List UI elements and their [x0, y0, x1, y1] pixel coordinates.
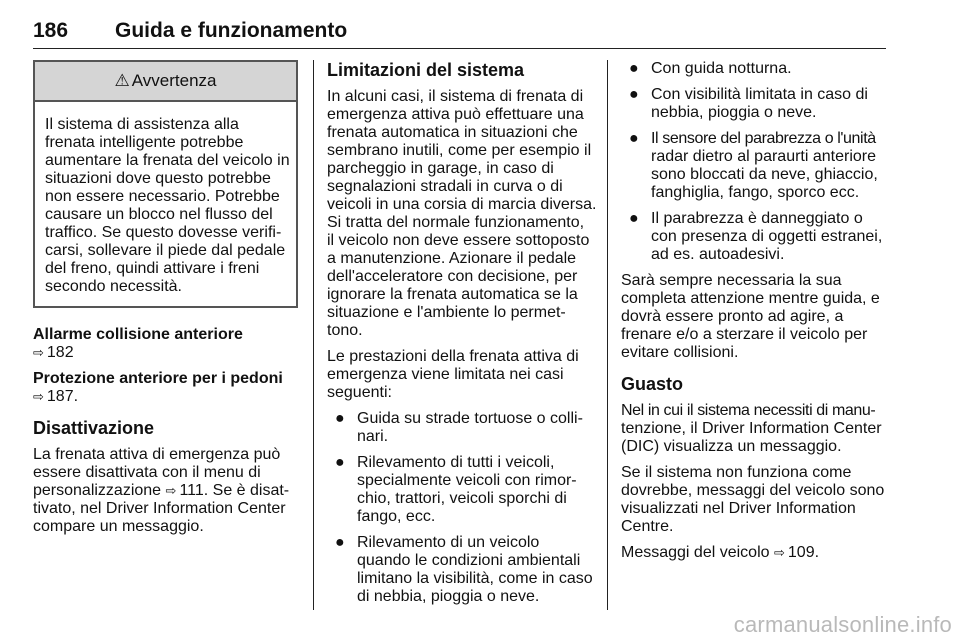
bullet-item [327, 534, 595, 606]
section-title: Guida e funzionamento [115, 19, 348, 42]
warning-line: aumentare la frenata del veicolo in [45, 152, 290, 169]
text-line: fanghiglia, fango, sporco ecc. [651, 184, 860, 201]
paragraph [327, 348, 595, 402]
warning-line: secondo necessità. [45, 278, 182, 295]
text-line [33, 482, 298, 500]
column-divider [313, 60, 314, 610]
site-watermark: carmanualsonline.info [733, 612, 952, 637]
text-line: Il sensore del parabrezza o l'unità [651, 130, 876, 147]
cross-ref-page: 187. [46, 388, 79, 405]
column-2 [327, 60, 595, 614]
text-line: (DIC) visualizza un messaggio. [621, 438, 842, 455]
text-line: Nel in cui il sistema necessiti di manu- [621, 402, 876, 419]
page-ref-arrow-icon: ⇨ [165, 483, 177, 498]
bullet-icon: ● [629, 210, 639, 227]
bullet-icon: ● [629, 60, 639, 77]
page-header [33, 18, 886, 49]
bullet-icon: ● [335, 454, 345, 471]
warning-line: situazioni dove questo potrebbe [45, 170, 271, 187]
warning-triangle-icon: ⚠ [114, 71, 130, 90]
bullet-item [621, 86, 887, 122]
column-3 [621, 60, 887, 562]
column-1 [33, 60, 298, 536]
text-line: tono. [327, 322, 363, 339]
text-line: Con visibilità limitata in caso di [651, 86, 868, 103]
bullet-item [621, 210, 887, 264]
warning-line: non essere necessario. Potrebbe [45, 188, 280, 205]
text-line: La frenata attiva di emergenza può [33, 446, 281, 463]
bullet-icon: ● [335, 534, 345, 551]
page-number: 186 [33, 19, 69, 42]
text-line: nari. [357, 428, 389, 445]
cross-ref[interactable] [33, 388, 298, 406]
text-fragment: personalizzazione [33, 482, 162, 499]
text-line: specialmente veicoli con rimor- [357, 472, 577, 489]
paragraph [621, 464, 887, 536]
paragraph [621, 402, 887, 456]
text-line: nebbia, pioggia o neve. [651, 104, 817, 121]
text-line: Le prestazioni della frenata attiva di [327, 348, 579, 365]
text-line: essere disattivata con il menu di [33, 464, 261, 481]
cross-ref-page: 109. [787, 544, 820, 561]
warning-box [33, 60, 298, 308]
text-line: frenata automatica in situazioni che [327, 124, 578, 141]
text-line: sono bloccati da neve, ghiaccio, [651, 166, 878, 183]
text-line: a manutenzione. Azionare il pedale [327, 250, 577, 267]
cross-ref[interactable] [621, 544, 887, 562]
text-line: Guida su strade tortuose o colli- [357, 410, 583, 427]
warning-line: traffico. Se questo dovesse verifi- [45, 224, 282, 241]
column-divider [607, 60, 608, 610]
warning-line: Il sistema di assistenza alla [45, 116, 239, 133]
text-line: il veicolo non deve essere sottoposto [327, 232, 590, 249]
text-line: Con guida notturna. [651, 60, 792, 77]
text-line: parcheggio in garage, in caso di [327, 160, 554, 177]
cross-ref[interactable] [33, 344, 298, 362]
text-line: Rilevamento di un veicolo [357, 534, 540, 551]
warning-header [35, 62, 296, 102]
warning-body [35, 102, 296, 306]
text-line: emergenza viene limitata nei casi [327, 366, 564, 383]
page-ref-arrow-icon: ⇨ [33, 345, 44, 360]
text-line: compare un messaggio. [33, 518, 204, 535]
text-line: tivato, nel Driver Information Center [33, 500, 286, 517]
text-line: dovrebbe, messaggi del veicolo sono [621, 482, 885, 499]
text-line: con presenza di oggetti estranei, [651, 228, 883, 245]
text-line: Se il sistema non funziona come [621, 464, 852, 481]
text-line: dell'acceleratore con decisione, per [327, 268, 578, 285]
section-heading: Limitazioni del sistema [327, 60, 525, 80]
warning-line: del freno, quindi attivare i freni [45, 260, 260, 277]
text-line: situazione e l'ambiente lo permet- [327, 304, 566, 321]
text-line: completa attenzione mentre guida, e [621, 290, 880, 307]
inline-page-ref[interactable] [166, 482, 290, 499]
paragraph [621, 272, 887, 362]
text-line: Centre. [621, 518, 674, 535]
bullet-item [327, 410, 595, 446]
warning-title: Avvertenza [131, 71, 217, 90]
text-line: evitare collisioni. [621, 344, 739, 361]
text-line: frenare e/o a sterzare il veicolo per [621, 326, 868, 343]
section-heading: Disattivazione [33, 418, 155, 438]
text-line: sembrano inutili, come per esempio il [327, 142, 592, 159]
text-line: dovrà essere pronto ad agire, a [621, 308, 844, 325]
warning-line: frenata intelligente potrebbe [45, 134, 244, 151]
text-line: di nebbia, pioggia o neve. [357, 588, 540, 605]
cross-ref-title: Protezione anteriore per i pedoni [33, 370, 283, 387]
bullet-item [327, 454, 595, 526]
bullet-icon: ● [629, 86, 639, 103]
bullet-item [621, 130, 887, 202]
text-line: quando le condizioni ambientali [357, 552, 581, 569]
text-line: Rilevamento di tutti i veicoli, [357, 454, 555, 471]
warning-line: carsi, sollevare il piede dal pedale [45, 242, 286, 259]
page-ref-arrow-icon: ⇨ [773, 545, 785, 560]
inline-page-ref-text: 111. Se è disat- [179, 482, 290, 499]
text-line: ad es. autoadesivi. [651, 246, 785, 263]
page-ref-arrow-icon: ⇨ [33, 389, 44, 404]
text-line: Sarà sempre necessaria la sua [621, 272, 842, 289]
bullet-icon: ● [629, 130, 639, 147]
section-heading: Guasto [621, 374, 684, 394]
text-line: veicoli in una corsia di marcia diversa. [327, 196, 597, 213]
text-line: Si tratta del normale funzionamento, [327, 214, 585, 231]
text-line: visualizzati nel Driver Information [621, 500, 856, 517]
text-line: ignorare la frenata automatica se la [327, 286, 578, 303]
text-line: chio, trattori, veicoli sporchi di [357, 490, 567, 507]
text-line: seguenti: [327, 384, 392, 401]
text-line: segnalazioni stradali in curva o di [327, 178, 563, 195]
bullet-item [621, 60, 887, 78]
text-line: radar dietro al paraurti anteriore [651, 148, 877, 165]
text-line: limitano la visibilità, come in caso [357, 570, 593, 587]
bullet-icon: ● [335, 410, 345, 427]
text-line: emergenza attiva può effettuare una [327, 106, 584, 123]
warning-line: causare un blocco nel flusso del [45, 206, 273, 223]
text-line: Il parabrezza è danneggiato o [651, 210, 863, 227]
cross-ref-text: Messaggi del veicolo [621, 544, 770, 561]
cross-ref-page: 182 [46, 344, 74, 361]
paragraph [327, 88, 595, 340]
text-line: tenzione, il Driver Information Center [621, 420, 882, 437]
paragraph [33, 446, 298, 536]
cross-ref-title: Allarme collisione anteriore [33, 326, 243, 343]
text-line: In alcuni casi, il sistema di frenata di [327, 88, 584, 105]
text-line: fango, ecc. [357, 508, 436, 525]
